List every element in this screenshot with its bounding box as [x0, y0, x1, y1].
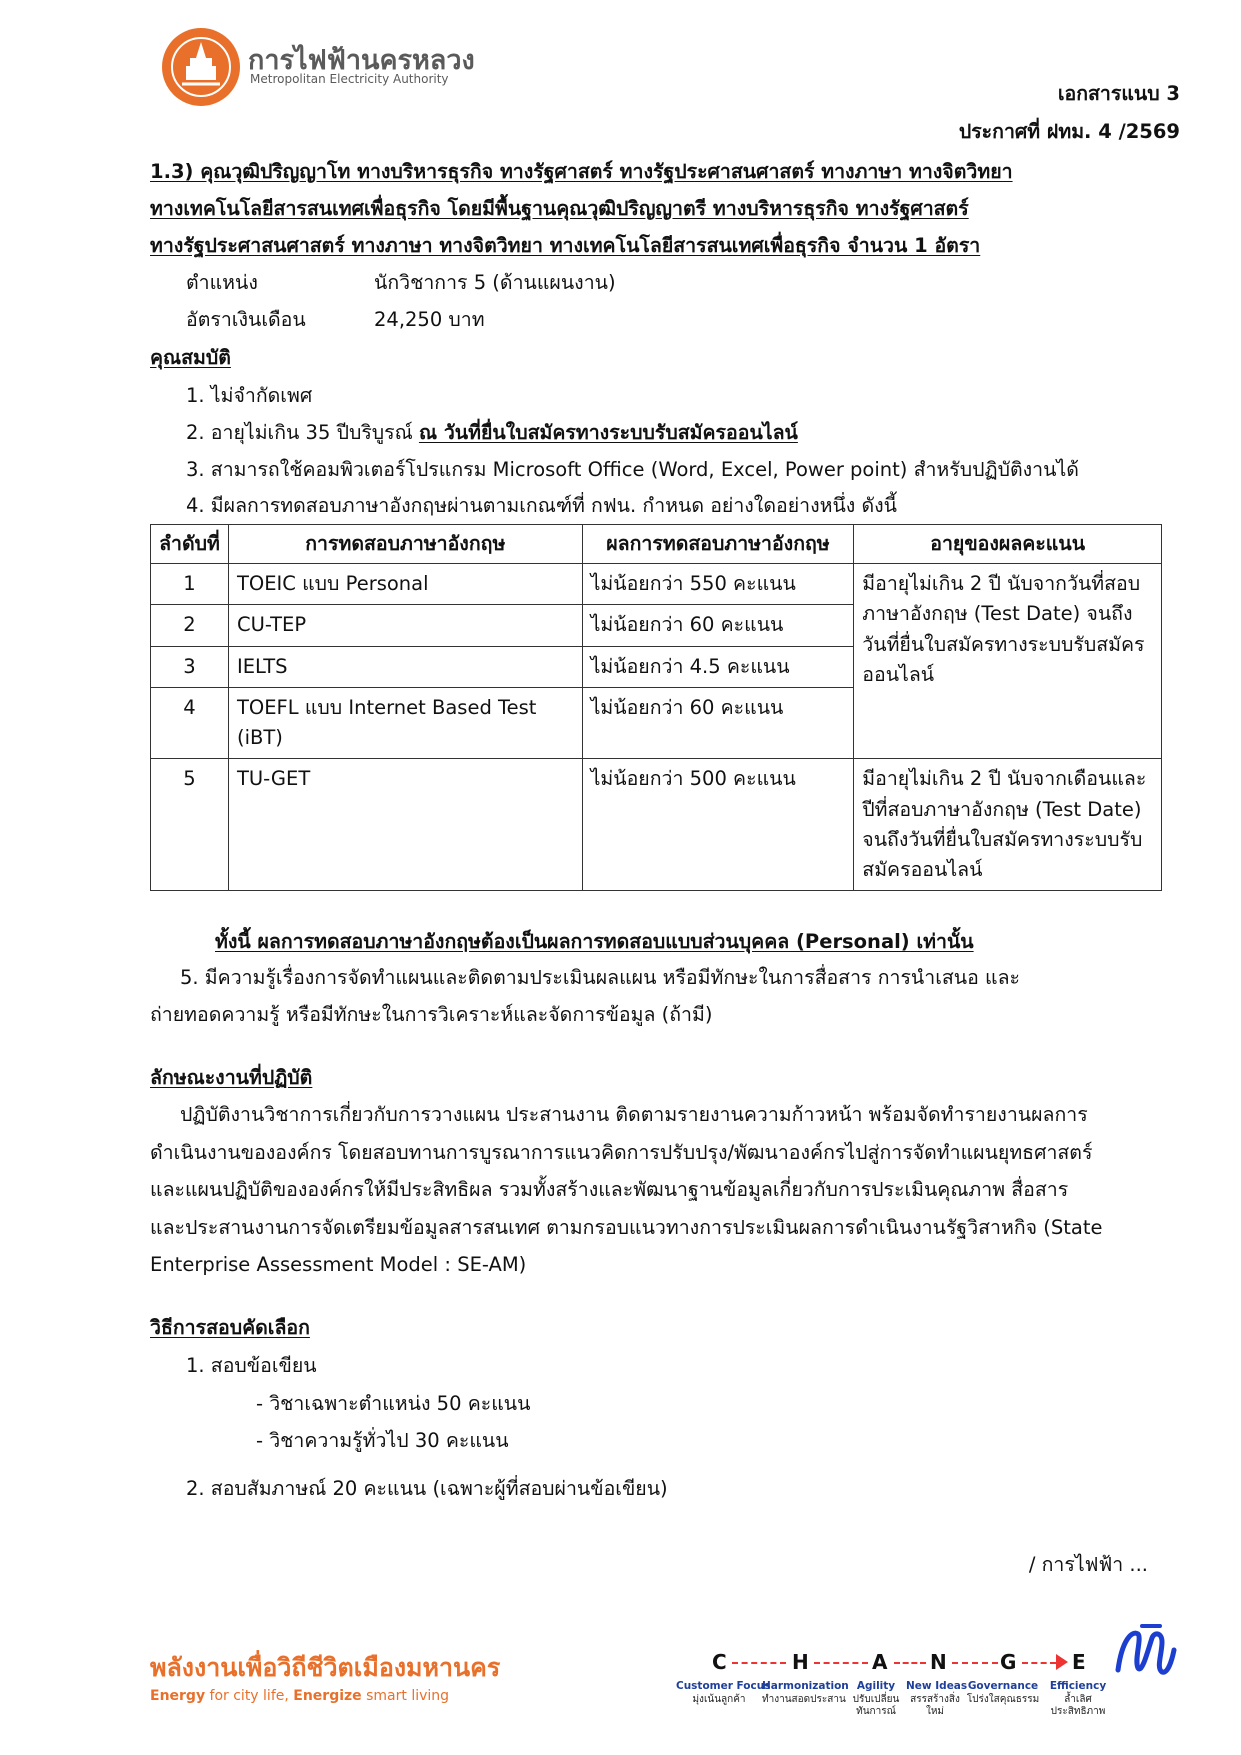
row-test: CU-TEP	[228, 605, 582, 646]
row-validity-1to4: มีอายุไม่เกิน 2 ปี นับจากวันที่สอบภาษาอังกฤษ (Test Date) จนถึงวันที่ยื่นใบสมัครทางระบบรับสมัครออนไลน์	[854, 564, 1162, 759]
col-header-score: ผลการทดสอบภาษาอังกฤษ	[582, 525, 854, 564]
change-th-efficiency: ล้ำเลิศประสิทธิภาพ	[1050, 1694, 1106, 1717]
change-th-customer-focus: มุ่งเน้นลูกค้า	[692, 1694, 746, 1705]
row-score: ไม่น้อยกว่า 60 คะแนน	[582, 605, 854, 646]
row-no: 3	[151, 646, 229, 687]
change-letter-e: E	[1072, 1650, 1086, 1674]
job-line-5: Enterprise Assessment Model : SE-AM)	[150, 1253, 527, 1276]
change-divider	[894, 1662, 926, 1664]
col-header-validity: อายุของผลคะแนน	[854, 525, 1162, 564]
change-letter-c: C	[712, 1650, 727, 1674]
change-name-governance: Governance	[967, 1680, 1039, 1692]
row-score: ไม่น้อยกว่า 550 คะแนน	[582, 564, 854, 605]
table-row	[151, 564, 1162, 605]
change-divider	[1022, 1662, 1056, 1664]
qualification-item-1: 1. ไม่จำกัดเพศ	[186, 384, 313, 407]
monogram-emblem-icon	[1112, 1620, 1178, 1682]
col-header-test: การทดสอบภาษาอังกฤษ	[228, 525, 582, 564]
selection-item-1: 1. สอบข้อเขียน	[186, 1354, 317, 1377]
job-line-4: และประสานงานการจัดเตรียมข้อมูลสารสนเทศ ตามกรอบแนวทางการประเมินผลการดำเนินงานรัฐวิสาหกิจ (State	[150, 1216, 1103, 1239]
heading-line-1: 1.3) คุณวุฒิปริญญาโท ทางบริหารธุรกิจ ทางรัฐศาสตร์ ทางรัฐประศาสนศาสตร์ ทางภาษา ทางจิตวิทยา	[150, 160, 1013, 183]
row-score: ไม่น้อยกว่า 4.5 คะแนน	[582, 646, 854, 687]
change-name-new-ideas: New Ideas	[906, 1680, 968, 1692]
heading-line-3: ทางรัฐประศาสนศาสตร์ ทางภาษา ทางจิตวิทยา ทางเทคโนโลยีสารสนเทศเพื่อธุรกิจ จำนวน 1 อัตรา	[150, 234, 981, 257]
qualifications-title: คุณสมบัติ	[150, 346, 231, 369]
selection-title: วิธีการสอบคัดเลือก	[150, 1316, 310, 1339]
change-th-governance: โปร่งใสคุณธรรม	[966, 1694, 1040, 1705]
change-letter-h: H	[792, 1650, 809, 1674]
mea-logo-emblem	[162, 28, 240, 106]
change-divider	[814, 1662, 868, 1664]
change-letter-a: A	[872, 1650, 888, 1674]
row-score: ไม่น้อยกว่า 60 คะแนน	[582, 687, 854, 758]
footer-slogan-en: Energy for city life, Energize smart living	[150, 1688, 450, 1704]
org-name-th: การไฟฟ้านครหลวง	[248, 45, 475, 76]
job-title: ลักษณะงานที่ปฏิบัติ	[150, 1066, 313, 1089]
change-name-harmonization: Harmonization	[762, 1680, 849, 1692]
change-divider	[732, 1662, 786, 1664]
arrow-icon	[1056, 1654, 1068, 1670]
change-th-agility: ปรับเปลี่ยนทันการณ์	[852, 1694, 900, 1717]
selection-sub-2: - วิชาความรู้ทั่วไป 30 คะแนน	[256, 1429, 509, 1452]
salary-value: 24,250 บาท	[374, 308, 485, 331]
qualification-item-3: 3. สามารถใช้คอมพิวเตอร์โปรแกรม Microsoft Office (Word, Excel, Power point) สำหรับปฏิบัติงานได้	[186, 458, 1079, 481]
col-header-no: ลำดับที่	[151, 525, 229, 564]
position-value: นักวิชาการ 5 (ด้านแผนงาน)	[374, 271, 616, 294]
continued-marker: / การไฟฟ้า ...	[1028, 1553, 1148, 1576]
change-name-agility: Agility	[856, 1680, 896, 1692]
row-no: 4	[151, 687, 229, 758]
salary-label: อัตราเงินเดือน	[186, 308, 306, 331]
change-letter-g: G	[1000, 1650, 1017, 1674]
job-line-1: ปฏิบัติงานวิชาการเกี่ยวกับการวางแผน ประสานงาน ติดตามรายงานความก้าวหน้า พร้อมจัดทำรายงานผลการ	[180, 1103, 1088, 1126]
attachment-label: เอกสารแนบ 3	[1057, 82, 1180, 105]
row-test: TOEIC แบบ Personal	[228, 564, 582, 605]
selection-item-2: 2. สอบสัมภาษณ์ 20 คะแนน (เฉพาะผู้ที่สอบผ่านข้อเขียน)	[186, 1477, 668, 1500]
row-no: 1	[151, 564, 229, 605]
heading-line-2: ทางเทคโนโลยีสารสนเทศเพื่อธุรกิจ โดยมีพื้นฐานคุณวุฒิปริญญาตรี ทางบริหารธุรกิจ ทางรัฐศาสตร์	[150, 197, 969, 220]
selection-sub-1: - วิชาเฉพาะตำแหน่ง 50 คะแนน	[256, 1392, 531, 1415]
change-name-efficiency: Efficiency	[1049, 1680, 1107, 1692]
qualification-item-2-emphasis: ณ วันที่ยื่นใบสมัครทางระบบรับสมัครออนไลน์	[418, 421, 798, 444]
table-header-row	[151, 525, 1162, 564]
row-validity-5: มีอายุไม่เกิน 2 ปี นับจากเดือนและปีที่สอบภาษาอังกฤษ (Test Date) จนถึงวันที่ยื่นใบสมัครทางระบบรับสมัครออนไลน์	[854, 759, 1162, 891]
qualification-item-5-line-2: ถ่ายทอดความรู้ หรือมีทักษะในการวิเคราะห์และจัดการข้อมูล (ถ้ามี)	[150, 1003, 713, 1026]
org-name-en: Metropolitan Electricity Authority	[250, 72, 449, 86]
qualification-item-4: 4. มีผลการทดสอบภาษาอังกฤษผ่านตามเกณฑ์ที่ กฟน. กำหนด อย่างใดอย่างหนึ่ง ดังนี้	[186, 494, 898, 517]
qualification-item-5-line-1: 5. มีความรู้เรื่องการจัดทำแผนและติดตามประเมินผลแผน หรือมีทักษะในการสื่อสาร การนำเสนอ และ	[180, 966, 1021, 989]
row-test: TOEFL แบบ Internet Based Test (iBT)	[228, 687, 582, 758]
position-label: ตำแหน่ง	[186, 271, 258, 294]
change-divider	[952, 1662, 998, 1664]
qualification-item-2: 2. อายุไม่เกิน 35 ปีบริบูรณ์ ณ วันที่ยื่นใบสมัครทางระบบรับสมัครออนไลน์	[186, 421, 798, 444]
announcement-number: ประกาศที่ ฝทม. 4 /2569	[958, 120, 1180, 143]
row-score: ไม่น้อยกว่า 500 คะแนน	[582, 759, 854, 891]
english-test-table	[150, 524, 1162, 891]
row-test: TU-GET	[228, 759, 582, 891]
row-no: 2	[151, 605, 229, 646]
row-test: IELTS	[228, 646, 582, 687]
row-no: 5	[151, 759, 229, 891]
change-letter-n: N	[930, 1650, 947, 1674]
footer-slogan-th: พลังงานเพื่อวิถีชีวิตเมืองมหานคร	[150, 1653, 501, 1682]
table-row	[151, 759, 1162, 891]
change-th-harmonization: ทำงานสอดประสาน	[762, 1694, 846, 1705]
table-note: ทั้งนี้ ผลการทดสอบภาษาอังกฤษต้องเป็นผลการทดสอบแบบส่วนบุคคล (Personal) เท่านั้น	[215, 930, 974, 953]
change-name-customer-focus: Customer Focus	[676, 1680, 771, 1692]
job-line-3: และแผนปฏิบัติขององค์กรให้มีประสิทธิผล รวมทั้งสร้างและพัฒนาฐานข้อมูลเกี่ยวกับการประเมินคุณภาพ สื่อสาร	[150, 1178, 1069, 1201]
change-th-new-ideas: สรรสร้างสิ่งใหม่	[910, 1694, 960, 1717]
job-line-2: ดำเนินงานขององค์กร โดยสอบทานการบูรณาการแนวคิดการปรับปรุง/พัฒนาองค์กรไปสู่การจัดทำแผนยุทธศาสตร์	[150, 1141, 1093, 1164]
